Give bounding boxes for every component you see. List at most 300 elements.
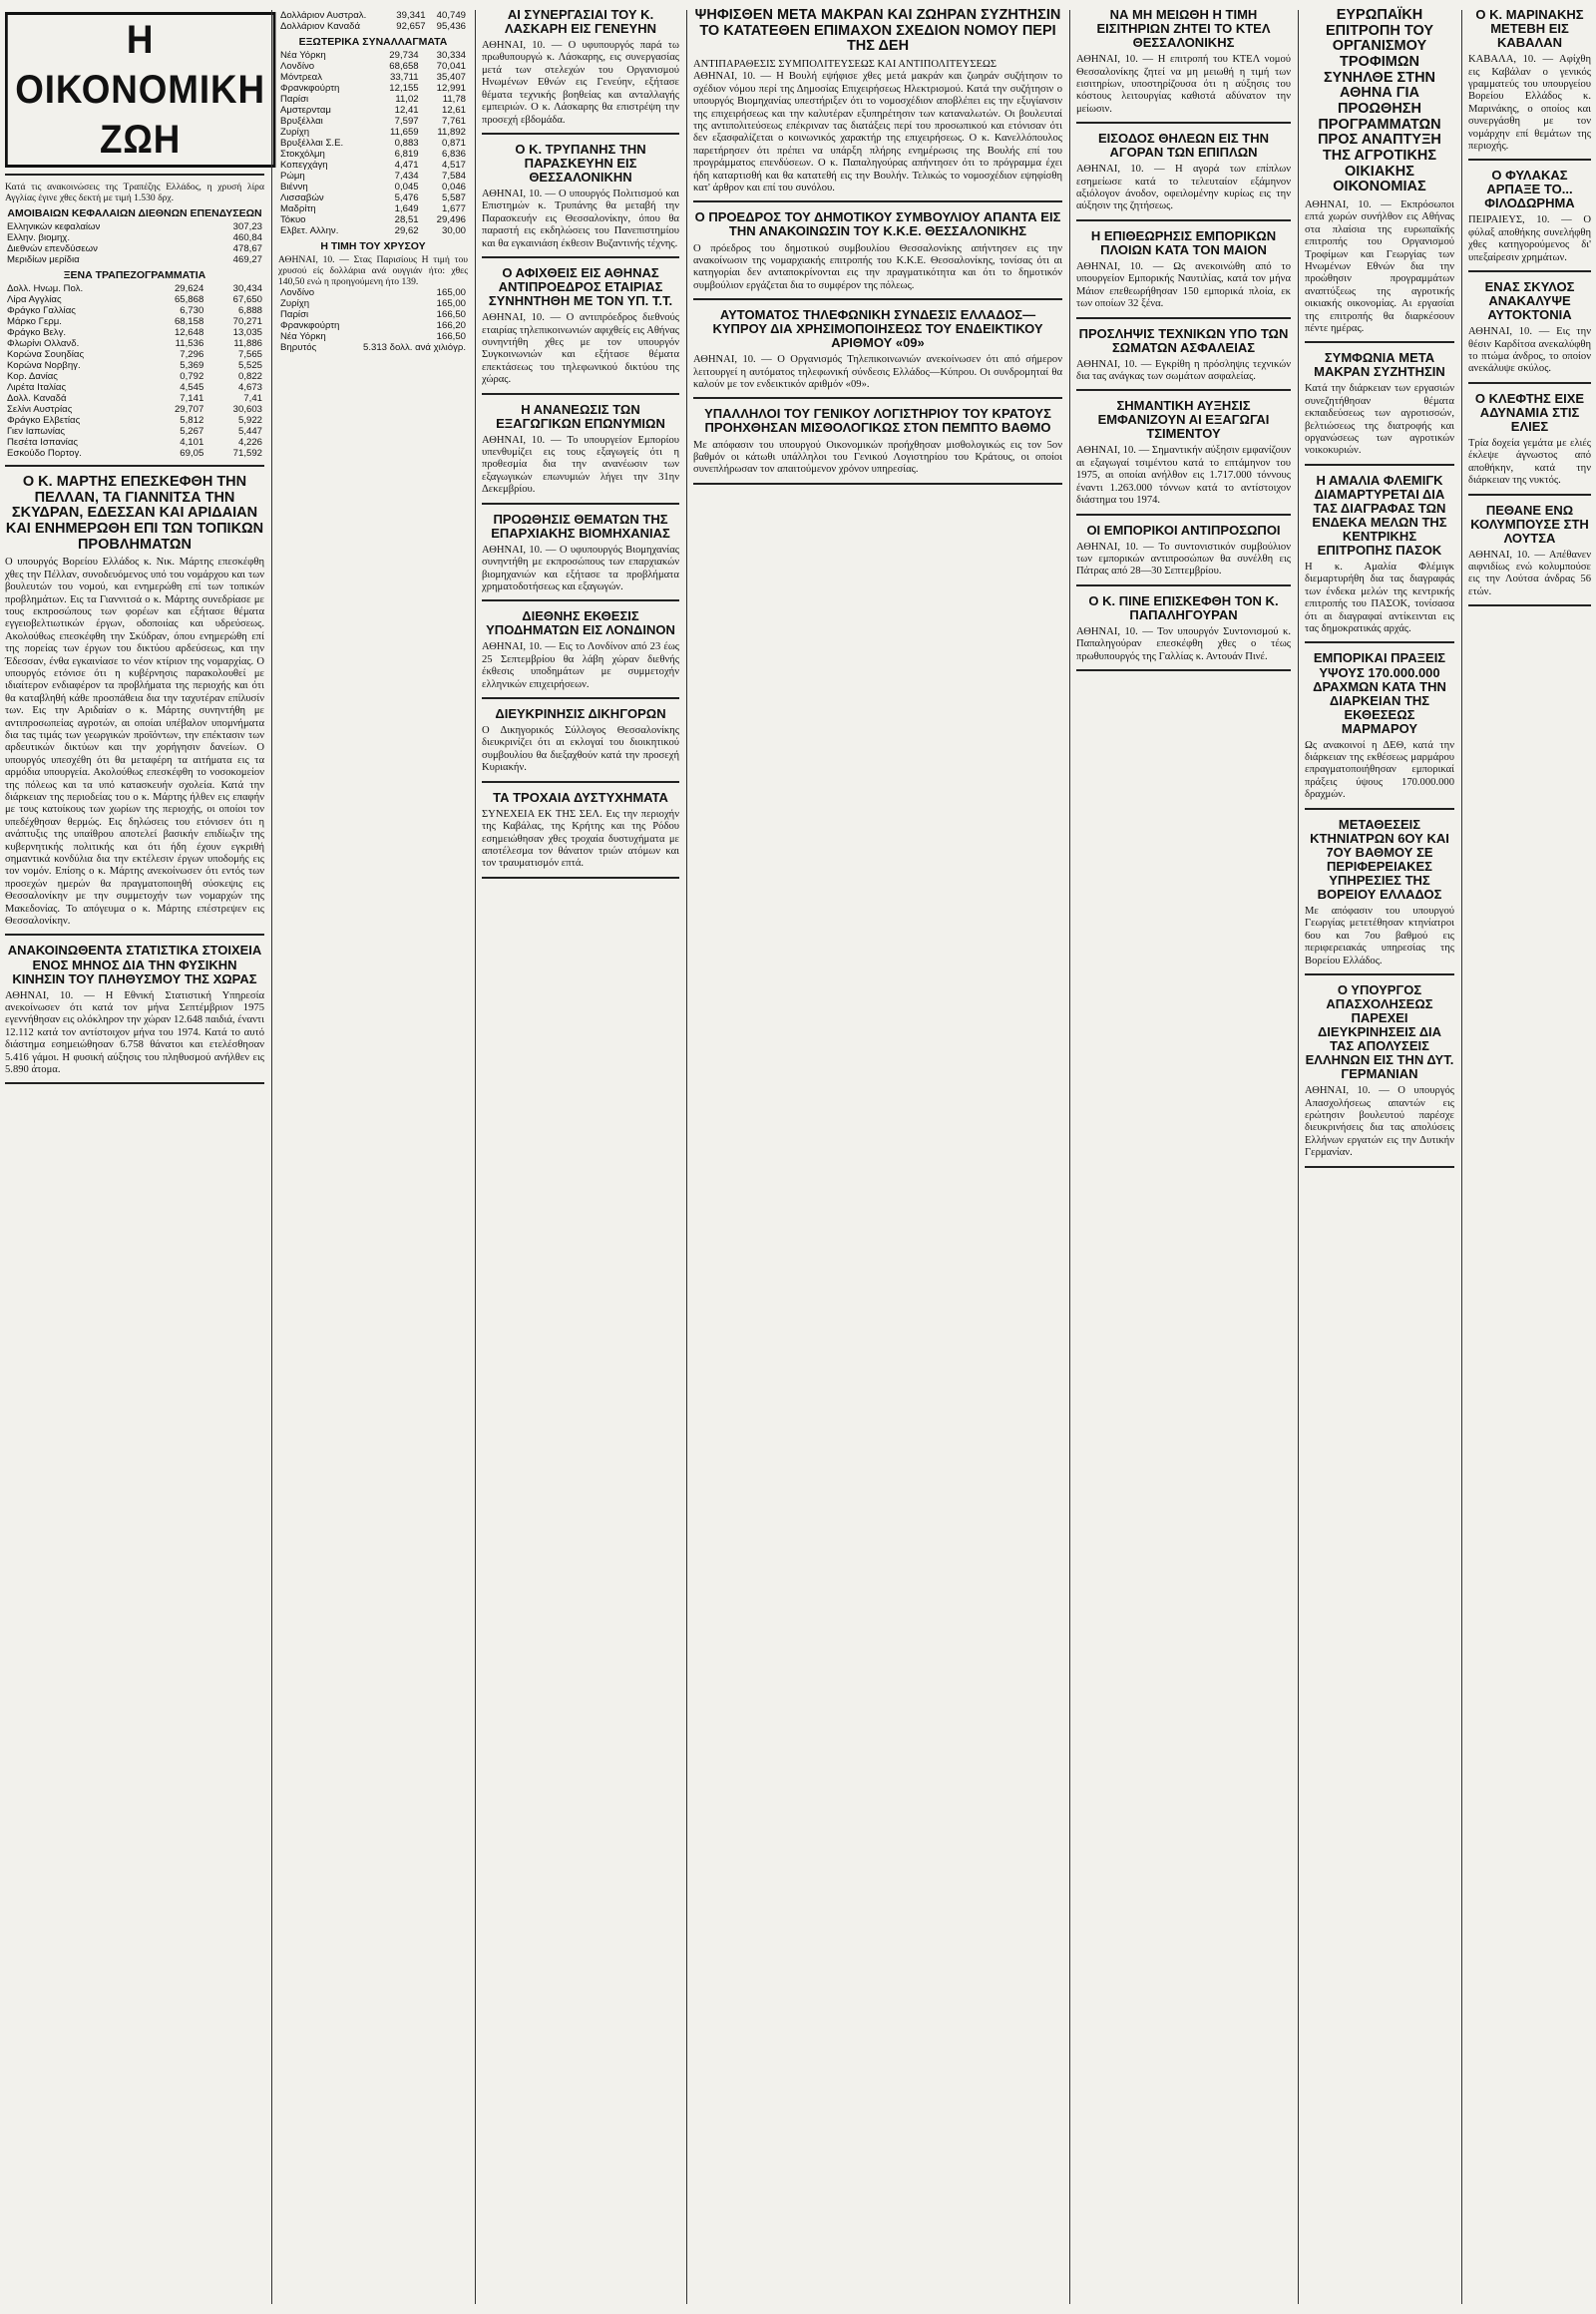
table-row — [278, 105, 468, 116]
article-body: ΑΘΗΝΑΙ, 10. — Το υπουργείον Εμπορίου υπενθυμίζει εις τους εξαγωγείς ότι η προθεσμία δια την ανανέωσιν των εξαγωγικών επωνυμιών λήγει την 31ην Δεκεμβρίου. — [482, 434, 682, 496]
table-cell: 4,545 — [180, 382, 204, 393]
divider — [482, 697, 679, 699]
table-cell: 165,00 — [436, 298, 466, 309]
article-body: ΑΘΗΝΑΙ, 10. — Εις την θέσιν Καρδίτσα ανεκαλύφθη το πτώμα άνδρος, το οποίον ανεκάλυψε σκύλος. — [1468, 326, 1594, 375]
table-cell: 5,447 — [237, 426, 262, 437]
column-rule — [475, 10, 476, 2304]
table-cell: Δολλ. Ηνωμ. Πολ. — [7, 283, 84, 294]
article — [1305, 472, 1457, 636]
divider — [482, 877, 679, 879]
article-body: ΑΝΤΙΠΑΡΑΘΕΣΙΣ ΣΥΜΠΟΛΙΤΕΥΣΕΩΣ ΚΑΙ ΑΝΤΙΠΟΛΙΤΕΥΣΕΩΣ ΑΘΗΝΑΙ, 10. — Η Βουλή εψήφισε χθες μετά μακράν και ζωηράν συζήτησιν το σχέδιον νόμου περί της Δημοσίας Επιχειρήσεως Ηλεκτρισμού. Κατά την συζήτησιν ο υπουργός Βιομηχανίας υπεστήριξεν ότι το νομοσχέδιον αποβλέπει εις την εξυγίανσιν της επιχειρήσεως και την καλυτέραν εξυπηρέτησιν των καταναλωτών. Οι βουλευταί της αντιπολιτεύσεως επέκριναν τας διατάξεις περί του προσωπικού και ετόνισαν ότι δεν εξασφαλίζεται ο κοινωνικός χαρακτήρ της επιχειρήσεως. Ο κ. Κανελλόπουλος παρετήρησεν ότι πρέπει να υπάρξη πλήρης ενημέρωσις της Βουλής επί του προγράμματος επενδύσεων. Ο κ. Παπαληγούρας απήντησεν ότι το πρόγραμμα έχει ήδη καταρτισθή και θα κατατεθή εις την Βουλήν. Τελικώς το νομοσχέδιον εψηφίσθη κατ' άρθρον και επί του συνόλου. — [693, 58, 1062, 194]
table-cell: 7,597 — [394, 116, 419, 127]
table-cell: Νέα Υόρκη — [280, 50, 326, 61]
table-cell: Παρίσι — [280, 309, 309, 320]
table-row — [5, 404, 264, 415]
article — [1076, 227, 1294, 311]
table-cell: 4,226 — [237, 437, 262, 448]
divider — [482, 256, 679, 258]
article — [1076, 522, 1294, 578]
article-body: ΑΘΗΝΑΙ, 10. — Τον υπουργόν Συντονισμού κ. Παπαληγούραν επεσκέφθη χθες ο τέως πρωθυπουργός της Γαλλίας κ. Αντουάν Πινέ. — [1076, 625, 1294, 662]
column-3-articles — [482, 7, 682, 879]
divider — [1305, 808, 1454, 810]
table-cell: 11,02 — [395, 94, 419, 105]
article — [1305, 816, 1457, 967]
article-headline: Ο Κ. ΜΑΡΤΗΣ ΕΠΕΣΚΕΦΘΗ ΤΗΝ ΠΕΛΛΑΝ, ΤΑ ΓΙΑΝΝΙΤΣΑ ΤΗΝ ΣΚΥΔΡΑΝ, ΕΔΕΣΣΑΝ ΚΑΙ ΑΡΙΔΑΙΑΝ ΚΑΙ ΕΝΗΜΕΡΩΘΗ ΕΠΙ ΤΩΝ ΤΟΠΙΚΩΝ ΠΡΟΒΛΗΜΑΤΩΝ — [5, 474, 264, 553]
table-cell: 5,369 — [180, 360, 204, 371]
table-row — [278, 203, 468, 214]
table-cell: 68,658 — [389, 61, 419, 72]
divider — [482, 393, 679, 395]
table-row — [278, 331, 468, 342]
table-cell: 12,991 — [436, 83, 466, 94]
article-headline: Η ΕΠΙΘΕΩΡΗΣΙΣ ΕΜΠΟΡΙΚΩΝ ΠΛΟΙΩΝ ΚΑΤΑ ΤΟΝ ΜΑΙΟΝ — [1090, 227, 1277, 257]
table-row — [5, 232, 264, 243]
article-headline: Ο Κ. ΠΙΝΕ ΕΠΙΣΚΕΦΘΗ ΤΟΝ Κ. ΠΑΠΑΛΗΓΟΥΡΑΝ — [1088, 592, 1279, 622]
table-cell: 33,711 — [390, 72, 419, 83]
table-row — [278, 149, 468, 160]
article-headline: ΨΗΦΙΣΘΕΝ ΜΕΤΑ ΜΑΚΡΑΝ ΚΑΙ ΖΩΗΡΑΝ ΣΥΖΗΤΗΣΙΝ ΤΟ ΚΑΤΑΤΕΘΕΝ ΕΠΙΜΑΧΟΝ ΣΧΕΔΙΟΝ ΝΟΜΟΥ ΠΕΡΙ ΤΗΣ ΔΕΗ — [694, 7, 1061, 55]
table-cell: Πεσέτα Ισπανίας — [7, 437, 78, 448]
table-cell: 0,046 — [441, 182, 466, 193]
table-cell: Τόκυο — [280, 214, 306, 225]
article-headline: ΔΙΕΘΝΗΣ ΕΚΘΕΣΙΣ ΥΠΟΔΗΜΑΤΩΝ ΕΙΣ ΛΟΝΔΙΝΟΝ — [486, 608, 675, 638]
table-row — [5, 393, 264, 404]
table-cell: 4,101 — [180, 437, 204, 448]
article-body: Κατά την διάρκειαν των εργασιών συνεζητήθησαν θέματα εκπαιδεύσεως των αγροτισσών, βελτιώσεως της διατροφής και οργανώσεως των αγροτικών νοικοκυριών. — [1305, 383, 1457, 457]
divider — [1076, 514, 1291, 516]
table-cell: Μάρκο Γερμ. — [7, 316, 62, 327]
article-headline: ΣΥΜΦΩΝΙΑ ΜΕΤΑ ΜΑΚΡΑΝ ΣΥΖΗΤΗΣΙΝ — [1314, 350, 1445, 380]
table-cell: 29,734 — [389, 50, 419, 61]
table-row — [278, 320, 468, 331]
table-cell: 1,649 — [394, 203, 419, 214]
table-cell: 307,23 — [232, 221, 262, 232]
table-cell: 7,296 — [180, 349, 204, 360]
table-cell: 29,624 — [174, 283, 204, 294]
table-cell: 29,62 — [394, 225, 419, 236]
column-7-articles — [1468, 7, 1594, 606]
table-cell: 70,041 — [436, 61, 466, 72]
table-cell: 95,436 — [436, 21, 466, 32]
fx-heading: ΞΕΝΑ ΤΡΑΠΕΖΟΓΡΑΜΜΑΤΙΑ — [63, 269, 206, 281]
divider — [1076, 317, 1291, 319]
table-row — [5, 371, 264, 382]
table-row — [278, 94, 468, 105]
article-body: Τρία δοχεία γεμάτα με ελιές έκλεψε άγνωστος από αποθήκην, κατά την διάρκειαν της νυκτός. — [1468, 437, 1594, 487]
article-headline: ΝΑ ΜΗ ΜΕΙΩΘΗ Η ΤΙΜΗ ΕΙΣΙΤΗΡΙΩΝ ΖΗΤΕΙ ΤΟ ΚΤΕΛ ΘΕΣΣΑΛΟΝΙΚΗΣ — [1096, 7, 1271, 51]
table-cell: 12,61 — [441, 105, 466, 116]
gold-heading: Η ΤΙΜΗ ΤΟΥ ΧΡΥΣΟΥ — [320, 240, 426, 252]
article-headline: ΕΥΡΩΠΑΪΚΗ ΕΠΙΤΡΟΠΗ ΤΟΥ ΟΡΓΑΝΙΣΜΟΥ ΤΡΟΦΙΜΩΝ ΣΥΝΗΛΘΕ ΣΤΗΝ ΑΘΗΝΑ ΓΙΑ ΠΡΟΩΘΗΣΗ ΠΡΟΓΡΑΜΜΑΤΩΝ ΠΡΟΣ ΑΝΑΠΤΥΞΗ ΤΗΣ ΑΓΡΟΤΙΚΗΣ ΟΙΚΙΑΚΗΣ ΟΙΚΟΝΟΜΙΑΣ — [1318, 7, 1441, 195]
table-cell: 4,517 — [441, 160, 466, 171]
table-cell: Ζυρίχη — [280, 298, 310, 309]
column-rule — [1298, 10, 1299, 2304]
table-cell: 7,565 — [237, 349, 262, 360]
article-body: ΑΘΗΝΑΙ, 10. — Ο υφυπουργός Βιομηχανίας συνηντήθη με εκπροσώπους των επαρχιακών βιομηχανιών και εξήτασε τα προβλήματα χρηματοδοτήσεως και εξαγωγών. — [482, 544, 682, 592]
table-cell: 11,886 — [233, 338, 262, 349]
article-body: ΑΘΗΝΑΙ, 10. — Ο υπουργός Πολιτισμού και Επιστημών κ. Τρυπάνης θα μεταβή την Παρασκευήν εις Θεσσαλονίκην, όπου θα παραστή εις εκδηλώσεις του Πανεπιστημίου και θα εγκαινιάση έκθεσιν Βυζαντινής τέχνης. — [482, 189, 682, 249]
divider — [1468, 494, 1591, 496]
table-cell: 11,659 — [390, 127, 419, 138]
table-cell: Νέα Υόρκη — [280, 331, 326, 342]
masthead-title: Η ΟΙΚΟΝΟΜΙΚΗ ΖΩΗ — [5, 12, 275, 168]
table-cell: 4,673 — [237, 382, 262, 393]
article-headline: ΕΜΠΟΡΙΚΑΙ ΠΡΑΞΕΙΣ ΥΨΟΥΣ 170.000.000 ΔΡΑΧΜΩΝ ΚΑΤΑ ΤΗΝ ΔΙΑΡΚΕΙΑΝ ΤΗΣ ΕΚΘΕΣΕΩΣ ΜΑΡΜΑΡΟΥ — [1313, 650, 1446, 736]
article-body: ΑΘΗΝΑΙ, 10. — Ως ανεκοινώθη από το υπουργείον Εμπορικής Ναυτιλίας, κατά τον μήνα Μάιον επεθεωρήθησαν 150 εμπορικά πλοία, εκ των οποίων 32 ξένα. — [1076, 260, 1294, 310]
table-cell: 7,41 — [243, 393, 262, 404]
table-row — [278, 309, 468, 320]
table-cell: 40,749 — [436, 10, 466, 21]
divider — [1305, 641, 1454, 643]
table-row — [5, 415, 264, 426]
table-cell: 165,00 — [436, 287, 466, 298]
table-cell: 11,892 — [437, 127, 466, 138]
table-cell: Βηρυτός — [280, 342, 317, 353]
table-cell: Φράγκο Βελγ. — [7, 327, 67, 338]
article — [1076, 398, 1294, 507]
table-cell: 68,158 — [174, 316, 204, 327]
table-cell: 65,868 — [174, 294, 204, 305]
article — [482, 706, 682, 775]
article-body: Με απόφασιν του υπουργού Γεωργίας μετετέθησαν κτηνίατροι 6ου και 7ου βαθμού εις περιφερειακάς υπηρεσίας της Βορείου Ελλάδος. — [1305, 905, 1457, 966]
table-cell: 35,407 — [436, 72, 466, 83]
article-headline: ΑΙ ΣΥΝΕΡΓΑΣΙΑΙ ΤΟΥ Κ. ΛΑΣΚΑΡΗ ΕΙΣ ΓΕΝΕΥΗΝ — [505, 7, 656, 37]
divider — [1076, 584, 1291, 586]
article-headline: ΕΝΑΣ ΣΚΥΛΟΣ ΑΝΑΚΑΛΥΨΕ ΑΥΤΟΚΤΟΝΙΑ — [1484, 279, 1575, 323]
table-cell: 30,334 — [436, 50, 466, 61]
article-body: ΣΥΝΕΧΕΙΑ ΕΚ ΤΗΣ ΣΕΛ. Εις την περιοχήν της Καβάλας, της Κρήτης και της Ρόδου εσημειώθησαν χθες τροχαία δυστυχήματα με αποτέλεσμα τον θάνατον τριών ατόμων και τον τραυματισμόν επτά. — [482, 808, 682, 870]
column-1 — [0, 0, 269, 2314]
table-cell: 11,536 — [175, 338, 204, 349]
article — [5, 943, 267, 1076]
table-cell: 460,84 — [232, 232, 262, 243]
table-cell: 5,267 — [180, 426, 204, 437]
table-row — [278, 116, 468, 127]
table-cell: Ελλην. βιομηχ. — [7, 232, 71, 243]
table-row — [278, 127, 468, 138]
article-headline: Ο ΚΛΕΦΤΗΣ ΕΙΧΕ ΑΔΥΝΑΜΙΑ ΣΤΙΣ ΕΛΙΕΣ — [1474, 390, 1585, 434]
table-cell: Φλωρίνι Ολλανδ. — [7, 338, 80, 349]
table-row — [278, 171, 468, 182]
table-cell: 7,434 — [394, 171, 419, 182]
column-6-articles — [1305, 7, 1457, 1168]
divider — [1305, 1166, 1454, 1168]
table-cell: Μόντρεαλ — [280, 72, 322, 83]
capital-heading: ΑΜΟΙΒΑΙΩΝ ΚΕΦΑΛΑΙΩΝ ΔΙΕΘΝΩΝ ΕΠΕΝΔΥΣΕΩΝ — [7, 207, 262, 219]
table-row — [5, 448, 264, 459]
gold-text: ΑΘΗΝΑΙ, 10. — Στας Παρισίους Η τιμή του χρυσού είς δολλάρια ανά ουγγιάν ήτο: χθες 140,50 ενώ η προηγούμενη ήτο 139. — [278, 254, 471, 287]
article — [1305, 7, 1457, 335]
article-body: Ο υπουργός Βορείου Ελλάδος κ. Νικ. Μάρτης επεσκέφθη χθες την Πέλλαν, συνοδευόμενος υπό του νομάρχου και των βουλευτών του νομού, και ενημερώθη επί των τοπικών προβλημάτων. Εις τα Γιαννιτσά ο κ. Μάρτης συνεδρίασε με τους εκπροσώπους των φορέων και εξήτασε θέματα εγγειοβελτιωτικών έργων, οδοποιίας και υδρεύσεως. Ακολούθως επεσκέφθη την Σκύδραν, όπου ενημερώθη επί της πορείας των έργων του δικτύου αρδεύσεως, και την Έδεσσαν, ένθα εγκαινίασε το νέον κτίριον της νομαρχίας. Ο υπουργός ετόνισε ότι η κυβέρνησις παρακολουθεί με ιδιαίτερον ενδιαφέρον τα προβλήματα της περιοχής και ότι θα καταβληθή κάθε προσπάθεια δια την ταχυτέραν επίλυσίν των. Εις την Αριδαίαν ο κ. Μάρτης συνηντήθη με αντιπροσωπείας αγροτών, αι οποίαι υπέβαλον υπομνήματα δια τας τιμάς των γεωργικών προϊόντων, την επέκτασιν των αρδευτικών δικτύων και την χορήγησιν δανείων. Ο υπουργός υπεσχέθη ότι θα μεταφέρη τα αιτήματα εις τα αρμόδια υπουργεία. Ακολούθως επεσκέφθη το νοσοκομείον της πόλεως και τα υπό κατασκευήν σχολεία. Κατά την διάρκειαν της περιοδείας του ο κ. Μάρτης ήλθεν εις επαφήν με τους κατοίκους των χωρίων της περιοχής, οι οποίοι τον υπεδέχθησαν θερμώς. Εις δηλώσεις του ετόνισεν ότι η ανάπτυξις της υπαίθρου αποτελεί βασικήν επιδίωξιν της κυβερνητικής πολιτικής και ότι ήδη έχουν εγκριθή σημαντικά κονδύλια δια την εκτέλεσιν έργων υποδομής εις τον νομόν. Επίσης ο κ. Μάρτης ανεκοίνωσεν ότι εντός των προσεχών ημερών θα πραγματοποιηθή σύσκεψις εις Θεσσαλονίκην με την συμμετοχήν των νομαρχών της Μακεδονίας. Το απόγευμα ο κ. Μάρτης επέστρεψεν εις Θεσσαλονίκην. — [5, 557, 267, 928]
table-cell: Λίρα Αγγλίας — [7, 294, 62, 305]
table-row — [5, 243, 264, 254]
table-cell: 7,584 — [441, 171, 466, 182]
article-headline: ΤΑ ΤΡΟΧΑΙΑ ΔΥΣΤΥΧΗΜΑΤΑ — [493, 789, 668, 805]
article — [1076, 131, 1294, 213]
article-body: ΑΘΗΝΑΙ, 10. — Εγκρίθη η πρόσληψις τεχνικών δια τας ανάγκας των σωμάτων ασφαλείας. — [1076, 358, 1294, 382]
article-headline: ΠΡΟΩΘΗΣΙΣ ΘΕΜΑΤΩΝ ΤΗΣ ΕΠΑΡΧΙΑΚΗΣ ΒΙΟΜΗΧΑΝΙΑΣ — [491, 511, 670, 541]
table-cell: Ρώμη — [280, 171, 305, 182]
table-cell: 469,27 — [232, 254, 262, 265]
forex-table — [278, 50, 468, 236]
table-cell: Σελίνι Αυστρίας — [7, 404, 73, 415]
table-cell: 166,50 — [436, 331, 466, 342]
table-cell: 6,819 — [394, 149, 419, 160]
table-row — [278, 10, 468, 21]
table-row — [5, 305, 264, 316]
article — [693, 307, 1065, 391]
article-headline: ΣΗΜΑΝΤΙΚΗ ΑΥΞΗΣΙΣ ΕΜΦΑΝΙΖΟΥΝ ΑΙ ΕΞΑΓΩΓΑΙ ΤΣΙΜΕΝΤΟΥ — [1097, 398, 1270, 442]
divider — [5, 465, 264, 467]
article — [5, 474, 267, 928]
table-cell: 30,434 — [232, 283, 262, 294]
table-row — [278, 21, 468, 32]
column-5 — [1071, 0, 1296, 2314]
table-row — [5, 360, 264, 371]
article — [1468, 7, 1594, 153]
table-cell: Κορ. Δανίας — [7, 371, 58, 382]
table-cell: 67,650 — [232, 294, 262, 305]
table-cell: Δολλ. Καναδά — [7, 393, 67, 404]
table-cell: Δολλάριον Αυστραλ. — [280, 10, 367, 21]
article-body: ΑΘΗΝΑΙ, 10. — Απέθανεν αιφνιδίως ενώ κολυμπούσε εις την Λούτσα άνδρας 56 ετών. — [1468, 549, 1594, 597]
table-cell: Διεθνών επενδύσεων — [7, 243, 98, 254]
article-headline: Ο ΠΡΟΕΔΡΟΣ ΤΟΥ ΔΗΜΟΤΙΚΟΥ ΣΥΜΒΟΥΛΙΟΥ ΑΠΑΝΤΑ ΕΙΣ ΤΗΝ ΑΝΑΚΟΙΝΩΣΙΝ ΤΟΥ Κ.Κ.Ε. ΘΕΣΣΑΛΟΝΙΚΗΣ — [694, 209, 1061, 239]
column-5-articles — [1076, 7, 1294, 671]
article — [482, 511, 682, 594]
article-body: Με απόφασιν του υπουργού Οικονομικών προήχθησαν μισθολογικώς εις τον 5ον βαθμόν οι κάτωθι υπάλληλοι του Γενικού Λογιστηρίου του Κράτους, οι οποίοι συνεπλήρωσαν τον απαιτούμενον χρόνον υπηρεσίας. — [693, 439, 1065, 476]
table-cell: Στοκχόλμη — [280, 149, 325, 160]
table-cell: 166,20 — [436, 320, 466, 331]
article — [482, 789, 682, 871]
table-row — [5, 254, 264, 265]
table-row — [5, 221, 264, 232]
article-headline: Η ΑΜΑΛΙΑ ΦΛΕΜΙΓΚ ΔΙΑΜΑΡΤΥΡΕΤΑΙ ΔΙΑ ΤΑΣ ΔΙΑΓΡΑΦΑΣ ΤΩΝ ΕΝΔΕΚΑ ΜΕΛΩΝ ΤΗΣ ΚΕΝΤΡΙΚΗΣ ΕΠΙΤΡΟΠΗΣ ΠΑΣΟΚ — [1312, 472, 1447, 558]
column-1-articles — [5, 474, 267, 1084]
table-cell: 30,00 — [441, 225, 466, 236]
table-cell: 11,78 — [442, 94, 466, 105]
article-body: ΑΘΗΝΑΙ, 10. — Η Εθνική Στατιστική Υπηρεσία ανεκοίνωσεν ότι κατά τον μήνα Σεπτέμβριον 1975 εγεννήθησαν εις ολόκληρον την χώραν 12.648 παιδιά, έναντι 12.112 κατά τον αντίστοιχον μήνα του 1974. Κατά το αυτό διάστημα εσημειώθησαν 6.758 θάνατοι και ετελέσθησαν 5.416 γάμοι. Η φυσική αύξησις του πληθυσμού ανήλθεν εις 5.890 άτομα. — [5, 989, 267, 1075]
article-body: Ο Δικηγορικός Σύλλογος Θεσσαλονίκης διευκρινίζει ότι αι εκλογαί του διοικητικού συμβουλίου θα διεξαχθούν κατά την προσεχή Κυριακήν. — [482, 725, 682, 774]
article-body: ΚΑΒΑΛΑ, 10. — Αφίχθη εις Καβάλαν ο γενικός γραμματεύς του υπουργείου Βορείου Ελλάδος κ. Μαρινάκης, ο οποίος και συνεργάσθη με τον νομάρχην επί θεμάτων της περιοχής. — [1468, 54, 1594, 152]
table-cell: 13,035 — [232, 327, 262, 338]
article-body: ΑΘΗΝΑΙ, 10. — Ο υφυπουργός παρά τω πρωθυπουργώ κ. Λάσκαρης, εις συνεργασίας μετά των στελεχών του Οργανισμού Ηνωμένων Εθνών εις Γενεύην, εξήτασε θέματα τεχνικής βοηθείας και ανταλλαγής εμπειριών. Ο κ. Λάσκαρης θα επιστρέψη την προσεχή εβδομάδα. — [482, 40, 682, 126]
article-headline: ΜΕΤΑΘΕΣΕΙΣ ΚΤΗΝΙΑΤΡΩΝ 6ΟΥ ΚΑΙ 7ΟΥ ΒΑΘΜΟΥ ΣΕ ΠΕΡΙΦΕΡΕΙΑΚΕΣ ΥΠΗΡΕΣΙΕΣ ΤΗΣ ΒΟΡΕΙΟΥ ΕΛΛΑΔΟΣ — [1310, 816, 1449, 902]
article — [1468, 502, 1594, 599]
article — [482, 7, 682, 127]
table-cell: Δολλάριον Καναδά — [280, 21, 361, 32]
article-body: Ο πρόεδρος του δημοτικού συμβουλίου Θεσσαλονίκης απήντησεν εις την ανακοίνωσιν της νομαρχιακής επιτροπής του Κ.Κ.Ε. Θεσσαλονίκης, τονίσας ότι αι κατηγορίαι δεν ανταποκρίνονται εις την πραγματικότητα και ότι το δημοτικόν συμβούλιον εργάζεται δια το συμφέρον της πόλεως. — [693, 242, 1065, 291]
table-cell: 4,471 — [394, 160, 419, 171]
article — [1468, 390, 1594, 488]
article-body: Η κ. Αμαλία Φλέμιγκ διεμαρτυρήθη δια τας διαγραφάς των ένδεκα μελών της κεντρικής επιτροπής του ΠΑΣΟΚ, τονίσασα ότι αι διαγραφαί αντίκεινται εις τας δημοκρατικάς αρχάς. — [1305, 562, 1457, 635]
table-row — [278, 61, 468, 72]
table-cell: 70,271 — [232, 316, 262, 327]
table-cell: Φρανκφούρτη — [280, 320, 340, 331]
table-cell: Λονδίνο — [280, 61, 315, 72]
table-cell: Βιέννη — [280, 182, 308, 193]
divider — [5, 934, 264, 936]
table-row — [278, 214, 468, 225]
article — [1468, 168, 1594, 264]
article — [1076, 592, 1294, 663]
table-cell: 12,648 — [174, 327, 204, 338]
divider — [1468, 604, 1591, 606]
divider — [693, 298, 1062, 300]
divider — [482, 503, 679, 505]
article — [693, 209, 1065, 292]
table-cell: 30,603 — [232, 404, 262, 415]
table-row — [5, 338, 264, 349]
divider — [1305, 341, 1454, 343]
table-cell: Λονδίνο — [280, 287, 315, 298]
article-headline: Ο ΦΥΛΑΚΑΣ ΑΡΠΑΞΕ ΤΟ... ΦΙΛΟΔΩΡΗΜΑ — [1484, 168, 1575, 211]
article-body: ΑΘΗΝΑΙ, 10. — Ο Οργανισμός Τηλεπικοινωνιών ανεκοίνωσεν ότι από σήμερον λειτουργεί η αυτόματος τηλεφωνική σύνδεσις Ελλάδος—Κύπρου. Οι συνδρομηταί θα καλούν με τον ενδεικτικόν αριθμόν «09». — [693, 354, 1065, 391]
table-cell: 5,587 — [441, 193, 466, 203]
article — [1305, 350, 1457, 458]
fx-table — [5, 283, 264, 459]
article-body: ΑΘΗΝΑΙ, 10. — Το συντονιστικόν συμβούλιον των εμπορικών αντιπροσώπων θα συνέλθη εις Πάτρας από 28—30 Σεπτεμβρίου. — [1076, 541, 1294, 578]
article-body: ΑΘΗΝΑΙ, 10. — Ο αντιπρόεδρος διεθνούς εταιρίας τηλεπικοινωνιών αφιχθείς εις Αθήνας συνηντήθη χθες με τον υπουργόν Συγκοινωνιών και εξήτασε θέματα επεκτάσεως του τηλεφωνικού δικτύου της χώρας. — [482, 312, 682, 386]
table-cell: Ελβετ. Αλλην. — [280, 225, 339, 236]
table-cell: Κορώνα Νορβηγ. — [7, 360, 81, 371]
table-cell: 71,592 — [232, 448, 262, 459]
table-cell: 478,67 — [232, 243, 262, 254]
column-7 — [1463, 0, 1596, 2314]
table-cell: Παρίσι — [280, 94, 309, 105]
table-cell: 5,812 — [180, 415, 204, 426]
article — [482, 401, 682, 497]
table-cell: Εσκούδο Πορτογ. — [7, 448, 82, 459]
article-headline: ΕΙΣΟΔΟΣ ΘΗΛΕΩΝ ΕΙΣ ΤΗΝ ΑΓΟΡΑΝ ΤΩΝ ΕΠΙΠΛΩΝ — [1097, 131, 1270, 161]
column-rule — [686, 10, 687, 2304]
article-body: ΑΘΗΝΑΙ, 10. — Ο υπουργός Απασχολήσεως απαντών εις ερώτησιν βουλευτού παρέσχε διευκρινήσεις δια τας απολύσεις Ελλήνων εργατών εις την Δυτικήν Γερμανίαν. — [1305, 1085, 1457, 1159]
table-cell: 0,883 — [394, 138, 419, 149]
table-cell: 0,822 — [237, 371, 262, 382]
table-cell: Φράγκο Γαλλίας — [7, 305, 76, 316]
divider — [1468, 270, 1591, 272]
table-cell: Ελληνικών κεφαλαίων — [7, 221, 101, 232]
divider — [1468, 382, 1591, 384]
divider — [1305, 464, 1454, 466]
table-row — [278, 225, 468, 236]
table-cell: Μεριδίων μερίδια — [7, 254, 80, 265]
article-headline: ΟΙ ΕΜΠΟΡΙΚΟΙ ΑΝΤΙΠΡΟΣΩΠΟΙ — [1086, 522, 1281, 538]
table-row — [278, 72, 468, 83]
table-row — [5, 327, 264, 338]
table-row — [5, 437, 264, 448]
table-cell: 29,496 — [436, 214, 466, 225]
table-row — [278, 50, 468, 61]
table-row — [278, 182, 468, 193]
article-body: ΑΘΗΝΑΙ, 10. — Εκπρόσωποι επτά χωρών συνήλθον εις Αθήνας στα πλαίσια της ευρωπαϊκής επιτροπής του Οργανισμού Τροφίμων και Γεωργίας των Ηνωμένων Εθνών δια την προώθησιν προγραμμάτων αναπτύξεως της αγροτικής οικιακής οικονομίας. Αι εργασίαι της επιτροπής θα διαρκέσουν πέντε ημέρας. — [1305, 198, 1457, 334]
divider — [1076, 389, 1291, 391]
table-cell: Κορώνα Σουηδίας — [7, 349, 85, 360]
table-cell: 12,155 — [389, 83, 419, 94]
article — [1076, 325, 1294, 384]
table-row — [278, 298, 468, 309]
table-cell: Λιρέτα Ιταλίας — [7, 382, 67, 393]
table-row — [278, 138, 468, 149]
article-headline: Ο ΑΦΙΧΘΕΙΣ ΕΙΣ ΑΘΗΝΑΣ ΑΝΤΙΠΡΟΕΔΡΟΣ ΕΤΑΙΡΙΑΣ ΣΥΝΗΝΤΗΘΗ ΜΕ ΤΟΝ ΥΠ. Τ.Τ. — [488, 265, 673, 309]
column-4 — [688, 0, 1067, 2314]
divider — [1468, 159, 1591, 161]
finance-block — [5, 182, 264, 459]
article-headline: ΠΕΘΑΝΕ ΕΝΩ ΚΟΛΥΜΠΟΥΣΕ ΣΤΗ ΛΟΥΤΣΑ — [1470, 502, 1589, 546]
forex-heading: ΕΞΩΤΕΡΙΚΑ ΣΥΝΑΛΛΑΓΜΑΤΑ — [298, 36, 448, 48]
divider — [482, 133, 679, 135]
article-headline: Ο Κ. ΜΑΡΙΝΑΚΗΣ ΜΕΤΕΒΗ ΕΙΣ ΚΑΒΑΛΑΝ — [1475, 7, 1584, 51]
column-2 — [273, 0, 473, 2314]
table-cell: 166,50 — [436, 309, 466, 320]
forex-top-table — [278, 10, 468, 32]
table-cell: 29,707 — [174, 404, 204, 415]
column-rule — [271, 10, 272, 2304]
table-cell: Κοπεγχάγη — [280, 160, 328, 171]
article-headline: ΔΙΕΥΚΡΙΝΗΣΙΣ ΔΙΚΗΓΟΡΩΝ — [495, 706, 666, 722]
table-cell: 39,341 — [396, 10, 426, 21]
article — [482, 265, 682, 387]
article-body: ΑΘΗΝΑΙ, 10. — Η αγορά των επίπλων εσημείωσε κατά το τελευταίον εξάμηνον αξιόλογον άνοδον, οφειλομένην κυρίως εις την αύξησιν της ζητήσεως. — [1076, 164, 1294, 212]
column-6 — [1300, 0, 1459, 2314]
column-3 — [477, 0, 684, 2314]
table-cell: 6,836 — [441, 149, 466, 160]
table-cell: 0,871 — [441, 138, 466, 149]
article-headline: Ο ΥΠΟΥΡΓΟΣ ΑΠΑΣΧΟΛΗΣΕΩΣ ΠΑΡΕΧΕΙ ΔΙΕΥΚΡΙΝΗΣΕΙΣ ΔΙΑ ΤΑΣ ΑΠΟΛΥΣΕΙΣ ΕΛΛΗΝΩΝ ΕΙΣ ΤΗΝ ΔΥΤ. ΓΕΡΜΑΝΙΑΝ — [1305, 981, 1454, 1082]
table-cell: 7,141 — [180, 393, 204, 404]
divider — [482, 781, 679, 783]
table-cell: 92,657 — [396, 21, 426, 32]
table-row — [278, 287, 468, 298]
divider — [693, 483, 1062, 485]
finance-left — [5, 182, 264, 459]
divider — [5, 1082, 264, 1084]
table-cell: 0,045 — [394, 182, 419, 193]
table-cell: 5,922 — [237, 415, 262, 426]
article-headline: ΑΥΤΟΜΑΤΟΣ ΤΗΛΕΦΩΝΙΚΗ ΣΥΝΔΕΣΙΣ ΕΛΛΑΔΟΣ—ΚΥΠΡΟΥ ΔΙΑ ΧΡΗΣΙΜΟΠΟΙΗΣΕΩΣ ΤΟΥ ΕΝΔΕΙΚΤΙΚΟΥ ΑΡΙΘΜΟΥ «09» — [712, 307, 1043, 351]
article-headline: ΥΠΑΛΛΗΛΟΙ ΤΟΥ ΓΕΝΙΚΟΥ ΛΟΓΙΣΤΗΡΙΟΥ ΤΟΥ ΚΡΑΤΟΥΣ ΠΡΟΗΧΘΗΣΑΝ ΜΙΣΘΟΛΟΓΙΚΩΣ ΣΤΟΝ ΠΕΜΠΤΟ ΒΑΘΜΟ — [704, 406, 1051, 436]
article-body: ΑΘΗΝΑΙ, 10. — Σημαντικήν αύξησιν εμφανίζουν αι εξαγωγαί τσιμέντου κατά το επτάμηνον του 1975, αι οποίαι ανήλθον εις 1.717.000 τόννους έναντι 1.263.000 τόννων κατά το αντίστοιχον διάστημα του 1974. — [1076, 445, 1294, 507]
table-cell: Φράγκο Ελβετίας — [7, 415, 81, 426]
article-headline: Ο Κ. ΤΡΥΠΑΝΗΣ ΤΗΝ ΠΑΡΑΣΚΕΥΗΝ ΕΙΣ ΘΕΣΣΑΛΟΝΙΚΗΝ — [515, 141, 646, 185]
table-row — [278, 83, 468, 94]
divider — [1076, 122, 1291, 124]
table-row — [5, 283, 264, 294]
article-body: ΑΘΗΝΑΙ, 10. — Η επιτροπή του ΚΤΕΛ νομού Θεσσαλονίκης ζητεί να μη μειωθή η τιμή των εισιτηρίων, υποστηρίζουσα ότι η αύξησις του κόστους λειτουργίας καθιστά αδύνατον την μείωσιν. — [1076, 54, 1294, 115]
article-headline: ΑΝΑΚΟΙΝΩΘΕΝΤΑ ΣΤΑΤΙΣΤΙΚΑ ΣΤΟΙΧΕΙΑ ΕΝΟΣ ΜΗΝΟΣ ΔΙΑ ΤΗΝ ΦΥΣΙΚΗΝ ΚΙΝΗΣΙΝ ΤΟΥ ΠΛΗΘΥΣΜΟΥ ΤΗΣ ΧΩΡΑΣ — [7, 943, 262, 986]
divider — [1076, 669, 1291, 671]
table-cell: Μαδρίτη — [280, 203, 316, 214]
table-row — [278, 193, 468, 203]
table-cell: Λισσαβών — [280, 193, 324, 203]
table-row — [5, 426, 264, 437]
article-headline: ΠΡΟΣΛΗΨΙΣ ΤΕΧΝΙΚΩΝ ΥΠΟ ΤΩΝ ΣΩΜΑΤΩΝ ΑΣΦΑΛΕΙΑΣ — [1078, 325, 1289, 355]
table-cell: 0,792 — [180, 371, 204, 382]
column-4-articles — [693, 7, 1065, 485]
article-body: ΠΕΙΡΑΙΕΥΣ, 10. — Ο φύλαξ αποθήκης συνελήφθη χθες κατηγορούμενος δι' υπεξαίρεσιν χρημάτων. — [1468, 214, 1594, 263]
table-row — [5, 294, 264, 305]
table-cell: Φρανκφούρτη — [280, 83, 340, 94]
article-body: Ως ανακοινοί η ΔΕΘ, κατά την διάρκειαν της εκθέσεως μαρμάρου επραγματοποιήθησαν εμπορικαί πράξεις ύψους 170.000.000 δραχμών. — [1305, 739, 1457, 801]
divider — [693, 200, 1062, 202]
table-cell: 5.313 δολλ. ανά χιλιόγρ. — [363, 342, 466, 353]
column-rule — [1069, 10, 1070, 2304]
article — [693, 406, 1065, 476]
article — [1305, 981, 1457, 1160]
table-cell: Βρυξέλλαι — [280, 116, 323, 127]
table-row — [278, 160, 468, 171]
table-cell: 5,476 — [394, 193, 419, 203]
